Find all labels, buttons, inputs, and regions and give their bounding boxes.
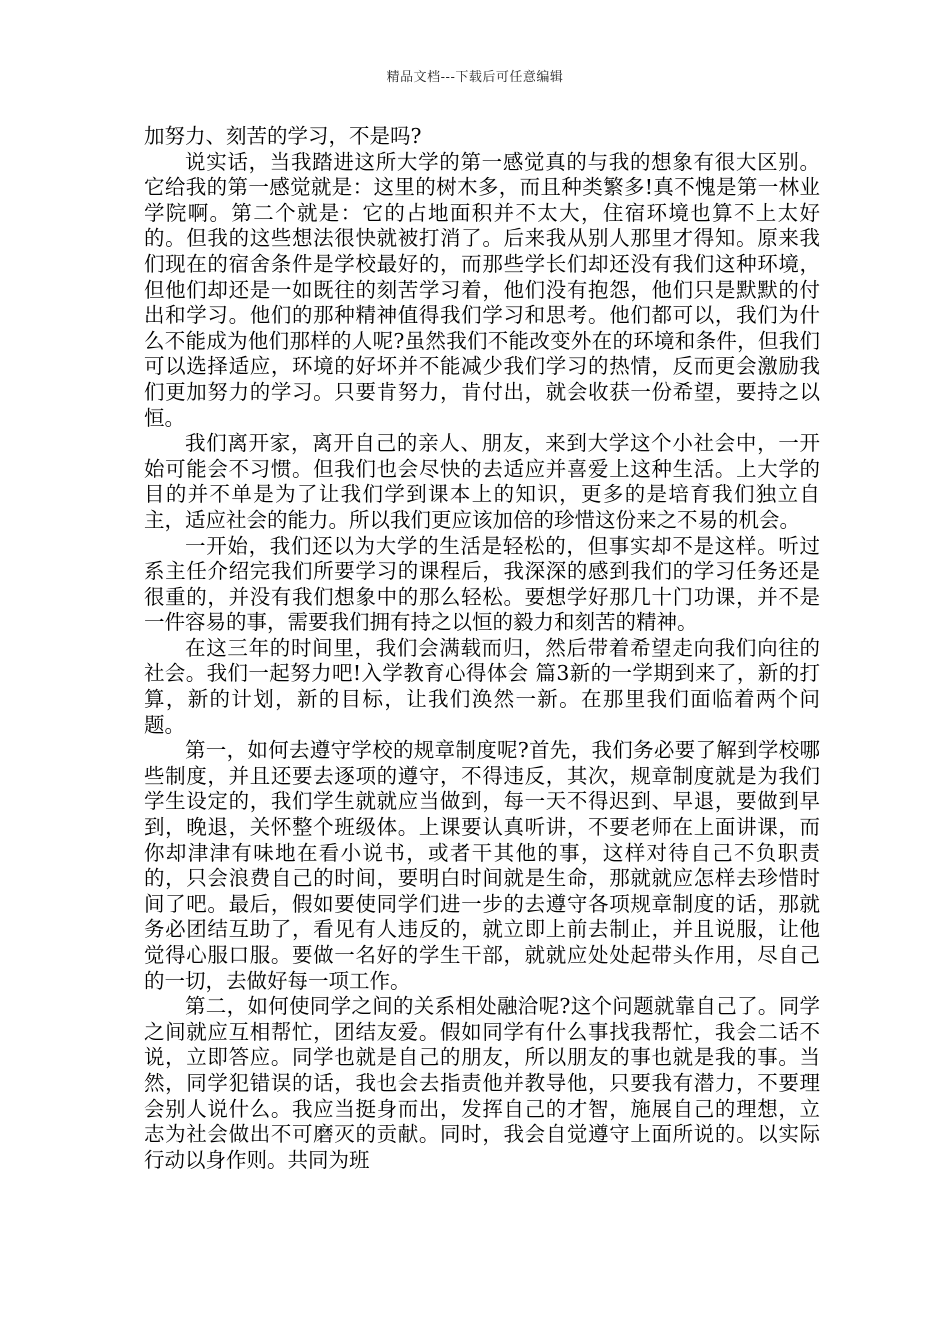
document-body <box>144 124 820 1173</box>
paragraph-7: 第二，如何使同学之间的关系相处融洽呢?这个问题就靠自己了。同学之间就应互相帮忙，团结友爱。假如同学有什么事找我帮忙，我会二话不说，立即答应。同学也就是自己的朋友，所以朋友的事也就是我的事。当然，同学犯错误的话，我也会去指责他并教导他，只要我有潜力，不要理会别人说什么。我应当挺身而出，发挥自己的才智，施展自己的理想，立志为社会做出不可磨灭的贡献。同时，我会自觉遵守上面所说的。以实际行动以身作则。共同为班 <box>144 994 820 1172</box>
page-header: 精品文档---下载后可任意编辑 <box>386 70 564 85</box>
paragraph-6: 第一，如何去遵守学校的规章制度呢?首先，我们务必要了解到学校哪些制度，并且还要去逐项的遵守，不得违反，其次，规章制度就是为我们学生设定的，我们学生就就应当做到，每一天不得迟到、早退，要做到早到，晚退，关怀整个班级体。上课要认真听讲，不要老师在上面讲课，而你却津津有味地在看小说书，或者干其他的事，这样对待自己不负职责的，只会浪费自己的时间，要明白时间就是生命，那就就应怎样去珍惜时间了吧。最后，假如要使同学们进一步的去遵守各项规章制度的话，那就务必团结互助了，看见有人违反的，就立即上前去制止，并且说服，让他觉得心服口服。要做一名好的学生干部，就就应处处起带头作用，尽自己的一切，去做好每一项工作。 <box>144 738 820 993</box>
paragraph-3: 我们离开家，离开自己的亲人、朋友，来到大学这个小社会中，一开始可能会不习惯。但我们也会尽快的去适应并喜爱上这种生活。上大学的目的并不单是为了让我们学到课本上的知识，更多的是培育我们独立自主，适应社会的能力。所以我们更应该加倍的珍惜这份来之不易的机会。 <box>144 431 820 532</box>
paragraph-2: 说实话，当我踏进这所大学的第一感觉真的与我的想象有很大区别。它给我的第一感觉就是：这里的树木多，而且种类繁多!真不愧是第一林业学院啊。第二个就是：它的占地面积并不太大，住宿环境也算不上太好的。但我的这些想法很快就被打消了。后来我从别人那里才得知。原来我们现在的宿舍条件是学校最好的，而那些学长们却还没有我们这种环境，但他们却还是一如既往的刻苦学习着，他们没有抱怨，他们只是默默的付出和学习。他们的那种精神值得我们学习和思考。他们都可以，我们为什么不能成为他们那样的人呢?虽然我们不能改变外在的环境和条件，但我们可以选择适应，环境的好坏并不能减少我们学习的热情，反而更会激励我们更加努力的学习。只要肯努力，肯付出，就会收获一份希望，要持之以恒。 <box>144 149 820 430</box>
paragraph-4: 一开始，我们还以为大学的生活是轻松的，但事实却不是这样。听过系主任介绍完我们所要学习的课程后，我深深的感到我们的学习任务还是很重的，并没有我们想象中的那么轻松。要想学好那几十门功课，并不是一件容易的事，需要我们拥有持之以恒的毅力和刻苦的精神。 <box>144 533 820 635</box>
paragraph-1: 加努力、刻苦的学习，不是吗? <box>144 124 422 148</box>
paragraph-5: 在这三年的时间里，我们会满载而归，然后带着希望走向我们向往的社会。我们一起努力吧!入学教育心得体会 篇3新的一学期到来了，新的打算，新的计划，新的目标，让我们涣然一新。在那里我们面临着两个问题。 <box>144 635 820 737</box>
